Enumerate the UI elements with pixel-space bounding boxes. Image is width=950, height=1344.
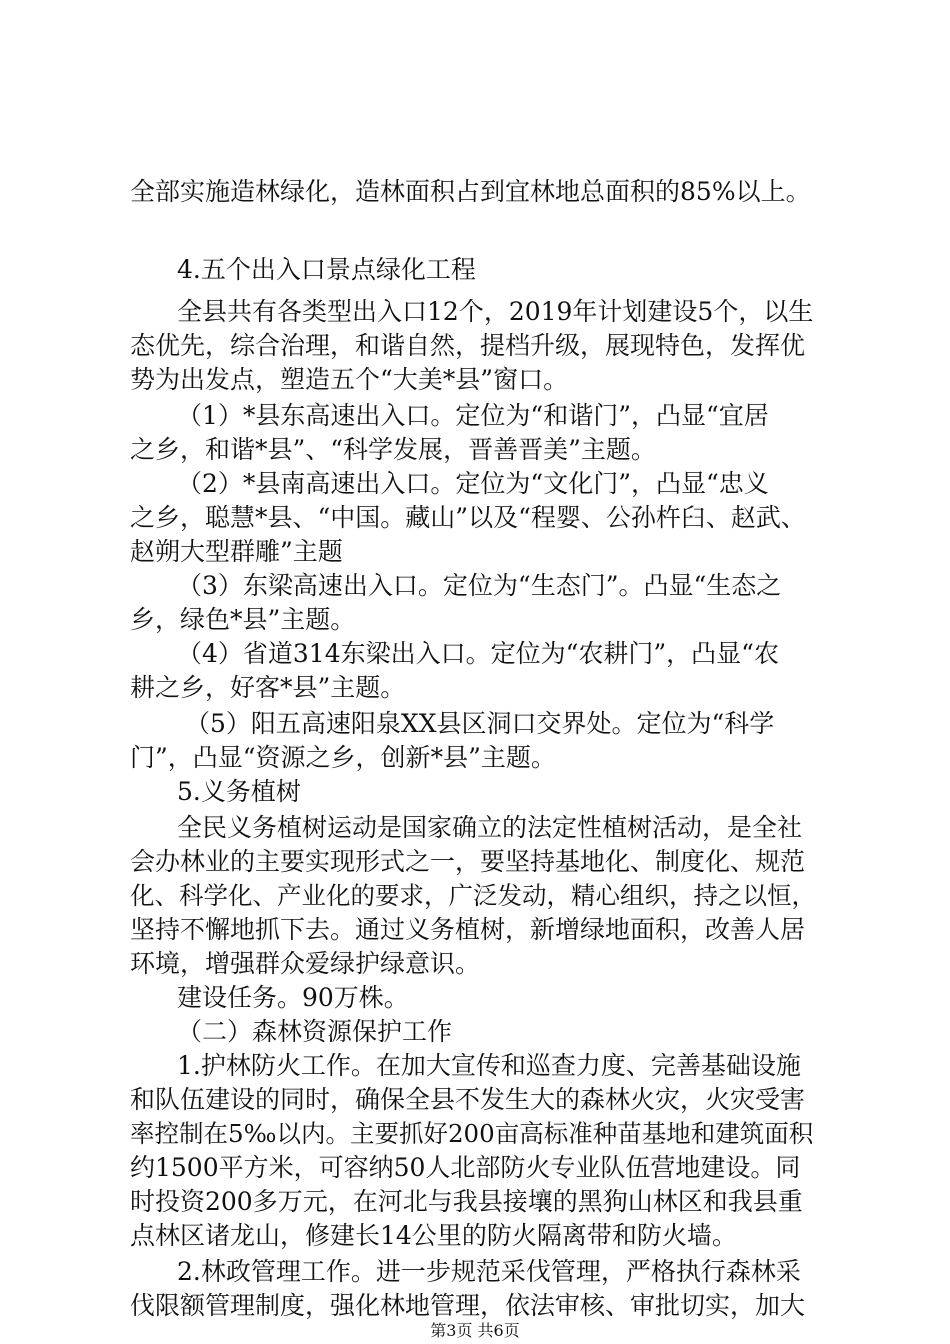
text-line: 会办林业的主要实现形式之一，要坚持基地化、制度化、规范	[130, 847, 806, 876]
text-line: 率控制在5‰以内。主要抓好200亩高标准种苗基地和建筑面积	[130, 1119, 814, 1148]
text-line: （1）*县东高速出入口。定位为“和谐门”，凸显“宜居	[177, 401, 769, 430]
text-line: 耕之乡，好客*县”主题。	[130, 673, 406, 702]
text-line: 乡，绿色*县”主题。	[130, 605, 356, 634]
section-heading: 5.义务植树	[177, 777, 301, 806]
page-number-footer: 第3页 共6页	[430, 1321, 520, 1340]
text-line: 和队伍建设的同时，确保全县不发生大的森林火灾，火灾受害	[130, 1085, 806, 1114]
section-heading: 4.五个出入口景点绿化工程	[177, 255, 476, 284]
text-line: 2.林政管理工作。进一步规范采伐管理，严格执行森林采	[177, 1257, 801, 1286]
text-line: 1.护林防火工作。在加大宣传和巡查力度、完善基础设施	[177, 1051, 801, 1080]
text-line: 伐限额管理制度，强化林地管理，依法审核、审批切实，加大	[130, 1291, 806, 1320]
text-line: 时投资200多万元，在河北与我县接壤的黑狗山林区和我县重	[130, 1187, 803, 1216]
text-line: （4）省道314东梁出入口。定位为“农耕门”，凸显“农	[177, 639, 779, 668]
text-line: 建设任务。90万株。	[177, 983, 409, 1012]
text-line: 坚持不懈地抓下去。通过义务植树，新增绿地面积，改善人居	[130, 915, 806, 944]
text-line: 之乡，和谐*县”、“科学发展，晋善晋美”主题。	[130, 435, 656, 464]
text-line: （3）东梁高速出入口。定位为“生态门”。凸显“生态之	[177, 571, 782, 600]
text-line: 之乡，聪慧*县、“中国。藏山”以及“程婴、公孙杵臼、赵武、	[130, 503, 806, 532]
text-line: 化、科学化、产业化的要求，广泛发动，精心组织，持之以恒，	[130, 881, 816, 910]
text-line: 全县共有各类型出入口12个，2019年计划建设5个，以生	[177, 297, 814, 326]
section-heading: （二）森林资源保护工作	[177, 1017, 453, 1046]
text-line: 点林区诸龙山，修建长14公里的防火隔离带和防火墙。	[130, 1221, 737, 1250]
text-line: （5）阳五高速阳泉XX县区洞口交界处。定位为“科学	[185, 709, 775, 738]
text-line: 全民义务植树运动是国家确立的法定性植树活动，是全社	[177, 813, 803, 842]
text-line: 态优先，综合治理，和谐自然，提档升级，展现特色，发挥优	[130, 331, 806, 360]
text-line: 赵朔大型群雕”主题	[130, 537, 343, 566]
text-line: 势为出发点，塑造五个“大美*县”窗口。	[130, 365, 569, 394]
text-line: 门”，凸显“资源之乡，创新*县”主题。	[130, 743, 556, 772]
text-line: 环境，增强群众爱绿护绿意识。	[130, 949, 481, 978]
text-line: 约1500平方米，可容纳50人北部防火专业队伍营地建设。同	[130, 1153, 801, 1182]
text-line: 全部实施造林绿化，造林面积占到宜林地总面积的85%以上。	[130, 177, 811, 206]
text-line: （2）*县南高速出入口。定位为“文化门”，凸显“忠义	[177, 469, 769, 498]
